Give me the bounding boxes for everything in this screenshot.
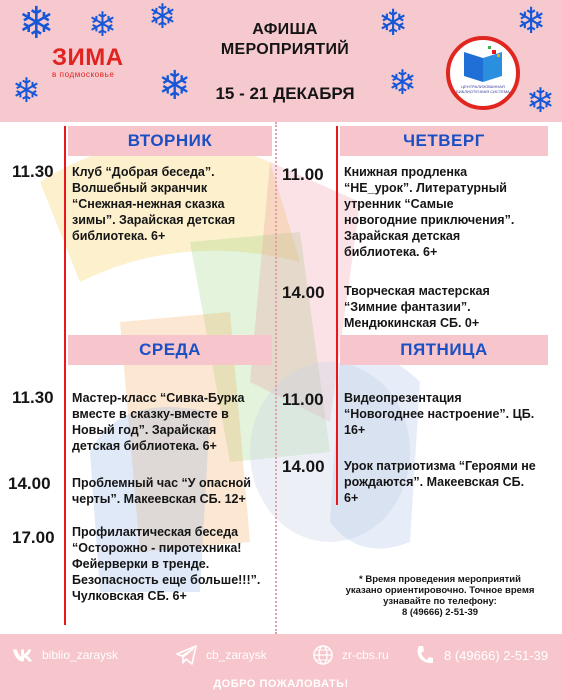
event-line: рождаются”. Макеевская СБ. xyxy=(344,475,525,489)
event-description xyxy=(344,283,558,331)
snowflake-icon: ❄ xyxy=(148,0,177,37)
event-line: Новый год”. Зарайская xyxy=(72,423,217,437)
vk-handle: biblio_zaraysk xyxy=(42,648,119,662)
event-line: библиотека. 6+ xyxy=(344,245,438,259)
schedule-area xyxy=(0,122,562,634)
zima-logo: ЗИМА xyxy=(52,44,124,71)
event-line: “Новогоднее настроение”. ЦБ. xyxy=(344,407,535,421)
day-rule-friday xyxy=(336,335,338,505)
footer xyxy=(0,634,562,700)
zima-logo-subtitle: в подмосковье xyxy=(52,70,115,79)
website-link[interactable] xyxy=(312,644,389,666)
library-logo-caption: ЦЕНТРАЛИЗОВАННАЯ БИБЛИОТЕЧНАЯ СИСТЕМА xyxy=(456,84,510,94)
event-line: Безопасность еще больше!!!”. xyxy=(72,573,261,587)
event-line: 16+ xyxy=(344,423,366,437)
snowflake-icon: ❄ xyxy=(378,3,409,44)
note-line: указано ориентировочно. Точное время xyxy=(345,585,535,596)
day-rule-wednesday xyxy=(64,335,66,625)
title-line-1: АФИША xyxy=(252,21,318,38)
event-time: 11.30 xyxy=(12,162,54,181)
snowflake-icon: ❄ xyxy=(88,5,117,45)
event-description xyxy=(72,524,276,604)
event-description xyxy=(72,390,274,454)
snowflake-icon: ❄ xyxy=(526,81,555,121)
event-time: 11.00 xyxy=(282,390,324,409)
day-rule-tuesday xyxy=(64,126,66,336)
event-line: Клуб “Добрая беседа”. xyxy=(72,165,215,179)
open-book-icon xyxy=(450,40,516,106)
event-line: Мендюкинская СБ. 0+ xyxy=(344,316,480,330)
phone-icon xyxy=(414,644,436,666)
day-rule-thursday xyxy=(336,126,338,336)
day-header-tuesday: ВТОРНИК xyxy=(68,126,272,156)
event-description xyxy=(344,164,558,260)
snowflake-icon: ❄ xyxy=(516,1,547,42)
snowflake-icon: ❄ xyxy=(388,63,417,103)
phone-link[interactable] xyxy=(414,644,548,666)
telegram-icon xyxy=(176,644,198,666)
event-line: Книжная продленка xyxy=(344,165,468,179)
date-range: 15 - 21 ДЕКАБРЯ xyxy=(215,84,355,103)
event-line: Зарайская детская xyxy=(344,229,461,243)
vk-icon xyxy=(12,644,34,666)
event-line: “Зимние фантазии”. xyxy=(344,300,471,314)
contact-bar xyxy=(0,634,562,674)
note-line: 8 (49666) 2-51-39 xyxy=(401,607,479,618)
event-line: Профилактическая беседа xyxy=(72,525,239,539)
event-line: “НЕ_урок”. Литературный xyxy=(344,181,507,195)
event-line: детская библиотека. 6+ xyxy=(72,439,217,453)
event-line: новогодние приключения”. xyxy=(344,213,515,227)
day-header-friday: ПЯТНИЦА xyxy=(340,335,548,365)
event-time: 14.00 xyxy=(8,474,51,493)
page-title xyxy=(200,20,370,60)
website-url: zr-cbs.ru xyxy=(342,648,389,662)
event-description xyxy=(72,164,272,244)
title-line-2: МЕРОПРИЯТИЙ xyxy=(220,41,350,58)
snowflake-icon: ❄ xyxy=(18,0,55,49)
event-line: Урок патриотизма “Героями не xyxy=(344,459,536,473)
snowflake-icon: ❄ xyxy=(158,63,192,109)
event-description xyxy=(72,475,274,507)
header xyxy=(0,0,562,122)
event-description xyxy=(344,390,558,438)
event-line: Творческая мастерская xyxy=(344,284,490,298)
event-line: Волшебный экранчик xyxy=(72,181,208,195)
event-line: 6+ xyxy=(344,491,359,505)
note-line: * Время проведения мероприятий xyxy=(359,574,521,585)
event-time: 17.00 xyxy=(12,528,55,547)
event-line: “Осторожно - пиротехника! xyxy=(72,541,242,555)
event-line: черты”. Макеевская СБ. 12+ xyxy=(72,492,246,506)
event-time: 14.00 xyxy=(282,457,325,476)
note-line: узнавайте по телефону: xyxy=(383,596,497,607)
welcome-banner: ДОБРО ПОЖАЛОВАТЬ! xyxy=(213,678,349,690)
event-line: библиотека. 6+ xyxy=(72,229,166,243)
time-note xyxy=(330,574,550,618)
event-line: Проблемный час “У опасной xyxy=(72,476,251,490)
event-description xyxy=(344,458,558,506)
event-time: 11.00 xyxy=(282,165,324,184)
event-line: “Снежная-нежная сказка xyxy=(72,197,225,211)
telegram-link[interactable] xyxy=(176,644,267,666)
vk-link[interactable] xyxy=(12,644,118,666)
event-line: Мастер-класс “Сивка-Бурка xyxy=(72,391,245,405)
library-logo xyxy=(446,36,520,110)
event-line: Чулковская СБ. 6+ xyxy=(72,589,187,603)
day-header-wednesday: СРЕДА xyxy=(68,335,272,365)
phone-number: 8 (49666) 2-51-39 xyxy=(444,647,549,663)
event-line: зимы”. Зарайская детская xyxy=(72,213,236,227)
event-line: Фейерверки в тренде. xyxy=(72,557,210,571)
telegram-handle: cb_zaraysk xyxy=(206,648,267,662)
event-time: 14.00 xyxy=(282,283,325,302)
day-header-thursday: ЧЕТВЕРГ xyxy=(340,126,548,156)
event-time: 11.30 xyxy=(12,388,54,407)
event-line: вместе в сказку-вместе в xyxy=(72,407,229,421)
snowflake-icon: ❄ xyxy=(12,71,41,111)
event-line: утренник “Самые xyxy=(344,197,454,211)
event-line: Видеопрезентация xyxy=(344,391,462,405)
globe-icon xyxy=(312,644,334,666)
